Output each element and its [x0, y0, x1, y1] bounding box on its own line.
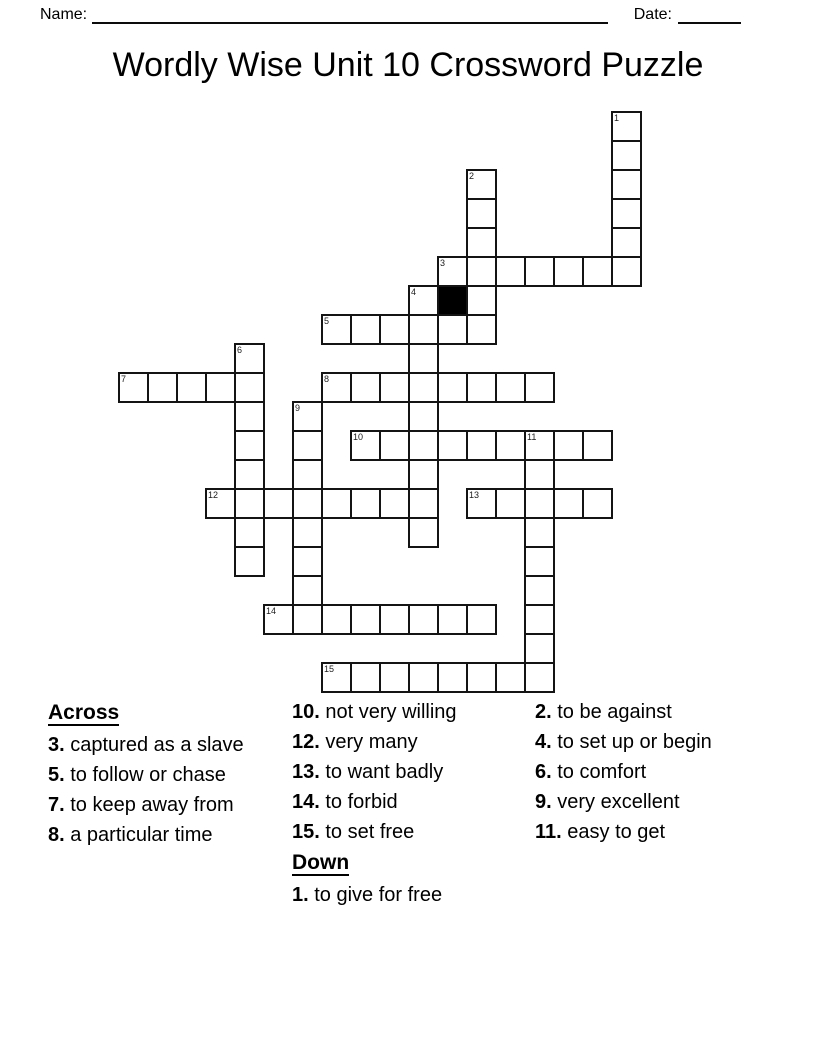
clue-number: 14.: [292, 791, 320, 813]
cell-number: 14: [266, 606, 277, 616]
grid-cell[interactable]: [321, 314, 352, 345]
grid-cell[interactable]: [466, 430, 497, 461]
grid-cell[interactable]: [408, 430, 439, 461]
clue-item: 11. easy to get: [535, 821, 666, 843]
grid-cell[interactable]: [350, 604, 381, 635]
clue-item: 1. to give for free: [292, 884, 443, 906]
clues-section: [48, 700, 788, 960]
page-title: Wordly Wise Unit 10 Crossword Puzzle: [112, 46, 704, 84]
grid-cell[interactable]: [582, 430, 613, 461]
clue-number: 12.: [292, 731, 320, 753]
grid-cell[interactable]: [321, 662, 352, 693]
grid-cell[interactable]: [176, 372, 207, 403]
cell-number: 3: [440, 258, 446, 268]
grid-cell[interactable]: [292, 459, 323, 490]
grid-cell[interactable]: [611, 111, 642, 142]
grid-cell[interactable]: [524, 488, 555, 519]
grid-cell[interactable]: [408, 401, 439, 432]
clue-column: [535, 700, 785, 850]
clue-item: 12. very many: [292, 731, 418, 753]
grid-cell[interactable]: [321, 372, 352, 403]
grid-cell[interactable]: [524, 633, 555, 664]
grid-cell[interactable]: [205, 372, 236, 403]
grid-cell[interactable]: [524, 662, 555, 693]
clue-heading-down: Down: [292, 851, 350, 874]
grid-cell[interactable]: [147, 372, 178, 403]
grid-cell[interactable]: [234, 488, 265, 519]
grid-cell[interactable]: [234, 430, 265, 461]
grid-cell[interactable]: [524, 517, 555, 548]
grid-cell[interactable]: [611, 227, 642, 258]
grid-cell[interactable]: [234, 459, 265, 490]
grid-cell[interactable]: [466, 227, 497, 258]
grid-cell[interactable]: [466, 488, 497, 519]
cell-number: 12: [208, 490, 219, 500]
grid-cell[interactable]: [495, 430, 526, 461]
grid-cell[interactable]: [437, 662, 468, 693]
clue-item: 7. to keep away from: [48, 794, 234, 816]
crossword-grid: [118, 111, 642, 693]
grid-cell[interactable]: [350, 314, 381, 345]
grid-cell[interactable]: [495, 488, 526, 519]
clue-column: [48, 700, 284, 853]
clue-item: 13. to want badly: [292, 761, 444, 783]
cell-number: 13: [469, 490, 480, 500]
grid-cell[interactable]: [408, 488, 439, 519]
grid-cell[interactable]: [408, 314, 439, 345]
clue-number: 10.: [292, 701, 320, 723]
grid-cell[interactable]: [408, 285, 439, 316]
clue-number: 4.: [535, 731, 552, 753]
grid-cell[interactable]: [495, 372, 526, 403]
grid-cell[interactable]: [234, 343, 265, 374]
grid-cell[interactable]: [118, 372, 149, 403]
cell-number: 11: [527, 432, 537, 442]
grid-cell[interactable]: [408, 662, 439, 693]
date-label: Date:: [633, 6, 672, 23]
grid-cell[interactable]: [466, 169, 497, 200]
clue-item: 10. not very willing: [292, 701, 457, 723]
cell-number: 4: [411, 287, 417, 297]
clue-item: 4. to set up or begin: [535, 731, 712, 753]
grid-cell[interactable]: [611, 169, 642, 200]
cell-number: 1: [614, 113, 620, 123]
grid-cell[interactable]: [582, 488, 613, 519]
grid-cell[interactable]: [292, 401, 323, 432]
grid-cell[interactable]: [466, 198, 497, 229]
grid-cell[interactable]: [234, 546, 265, 577]
cell-number: 2: [469, 171, 475, 181]
grid-cell[interactable]: [495, 662, 526, 693]
grid-cell[interactable]: [437, 256, 468, 287]
grid-cell[interactable]: [234, 372, 265, 403]
clue-number: 2.: [535, 701, 552, 723]
grid-cell-black: [437, 285, 468, 316]
grid-cell[interactable]: [553, 430, 584, 461]
grid-cell[interactable]: [408, 372, 439, 403]
grid-cell[interactable]: [611, 140, 642, 171]
grid-cell[interactable]: [408, 459, 439, 490]
grid-cell[interactable]: [524, 372, 555, 403]
grid-cell[interactable]: [263, 604, 294, 635]
grid-cell[interactable]: [321, 604, 352, 635]
grid-cell[interactable]: [379, 604, 410, 635]
grid-cell[interactable]: [379, 314, 410, 345]
cell-number: 8: [324, 374, 330, 384]
cell-number: 7: [121, 374, 127, 384]
clue-number: 15.: [292, 821, 320, 843]
grid-cell[interactable]: [379, 430, 410, 461]
grid-cell[interactable]: [234, 517, 265, 548]
grid-cell[interactable]: [379, 662, 410, 693]
grid-cell[interactable]: [350, 488, 381, 519]
name-input-line[interactable]: [92, 5, 608, 24]
cell-number: 6: [237, 345, 243, 355]
grid-cell[interactable]: [321, 488, 352, 519]
grid-cell[interactable]: [466, 372, 497, 403]
clue-item: 3. captured as a slave: [48, 734, 244, 756]
grid-cell[interactable]: [292, 546, 323, 577]
clue-column: [292, 700, 532, 913]
grid-cell[interactable]: [292, 575, 323, 606]
grid-cell[interactable]: [524, 459, 555, 490]
grid-cell[interactable]: [408, 343, 439, 374]
clue-number: 1.: [292, 884, 309, 906]
grid-cell[interactable]: [466, 314, 497, 345]
grid-cell[interactable]: [495, 256, 526, 287]
grid-cell[interactable]: [437, 430, 468, 461]
clue-number: 5.: [48, 764, 65, 786]
grid-cell[interactable]: [437, 604, 468, 635]
grid-cell[interactable]: [408, 604, 439, 635]
clue-number: 9.: [535, 791, 552, 813]
cell-number: 10: [353, 432, 364, 442]
grid-cell[interactable]: [553, 256, 584, 287]
grid-cell[interactable]: [524, 575, 555, 606]
grid-cell[interactable]: [524, 604, 555, 635]
grid-cell[interactable]: [379, 488, 410, 519]
grid-cell[interactable]: [524, 546, 555, 577]
grid-cell[interactable]: [553, 488, 584, 519]
grid-cell[interactable]: [466, 604, 497, 635]
clue-heading-across: Across: [48, 701, 120, 724]
clue-item: 9. very excellent: [535, 791, 680, 813]
grid-cell[interactable]: [437, 372, 468, 403]
clue-number: 8.: [48, 824, 65, 846]
grid-cell[interactable]: [292, 517, 323, 548]
grid-cell[interactable]: [408, 517, 439, 548]
grid-cell[interactable]: [611, 198, 642, 229]
cell-number: 9: [295, 403, 301, 413]
clue-item: 6. to comfort: [535, 761, 647, 783]
clue-number: 11.: [535, 821, 562, 843]
grid-cell[interactable]: [524, 256, 555, 287]
grid-cell[interactable]: [466, 256, 497, 287]
clue-item: 14. to forbid: [292, 791, 398, 813]
cell-number: 15: [324, 664, 335, 674]
clue-number: 13.: [292, 761, 320, 783]
clue-item: 15. to set free: [292, 821, 415, 843]
grid-cell[interactable]: [466, 662, 497, 693]
name-date-header: [40, 5, 741, 24]
grid-cell[interactable]: [437, 314, 468, 345]
clue-number: 7.: [48, 794, 65, 816]
grid-cell[interactable]: [611, 256, 642, 287]
grid-cell[interactable]: [466, 285, 497, 316]
grid-cell[interactable]: [234, 401, 265, 432]
grid-cell[interactable]: [350, 430, 381, 461]
cell-number: 5: [324, 316, 330, 326]
clue-number: 3.: [48, 734, 65, 756]
grid-cell[interactable]: [350, 662, 381, 693]
grid-cell[interactable]: [350, 372, 381, 403]
grid-cell[interactable]: [263, 488, 294, 519]
date-input-line[interactable]: [678, 5, 741, 24]
clue-number: 6.: [535, 761, 552, 783]
grid-cell[interactable]: [292, 488, 323, 519]
name-label: Name:: [40, 6, 88, 23]
clue-item: 8. a particular time: [48, 824, 213, 846]
grid-cell[interactable]: [524, 430, 555, 461]
grid-cell[interactable]: [292, 430, 323, 461]
grid-cell[interactable]: [292, 604, 323, 635]
grid-cell[interactable]: [582, 256, 613, 287]
grid-cell[interactable]: [379, 372, 410, 403]
clue-item: 2. to be against: [535, 701, 672, 723]
clue-item: 5. to follow or chase: [48, 764, 226, 786]
grid-cell[interactable]: [205, 488, 236, 519]
